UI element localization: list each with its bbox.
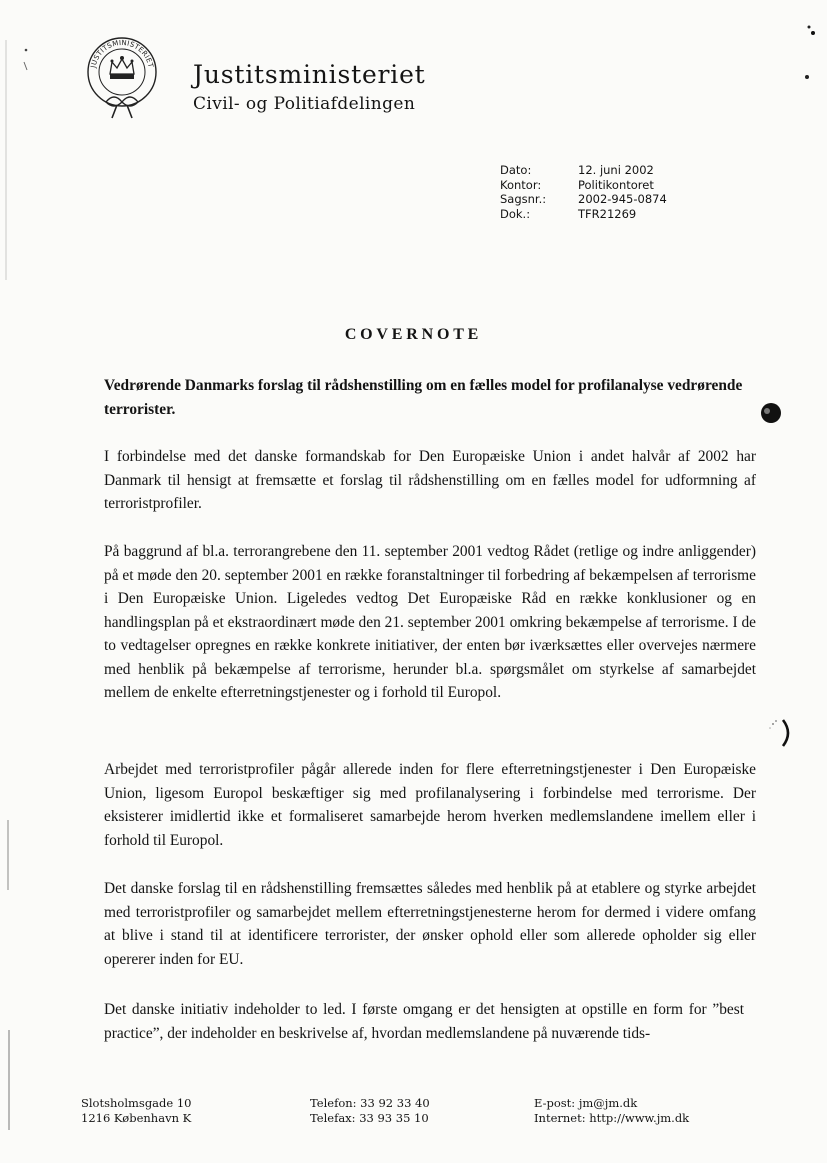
footer-email: E-post: jm@jm.dk (534, 1096, 638, 1110)
footer-phone-block (310, 1096, 430, 1126)
meta-label: Sagsnr.: (500, 192, 547, 206)
document-heading: COVERNOTE (344, 326, 483, 343)
footer-street: Slotsholmsgade 10 (81, 1096, 192, 1110)
footer-postal-city: 1216 København K (81, 1111, 192, 1125)
scan-speck-mark (804, 74, 810, 80)
department-name: Civil- og Politiafdelingen (193, 94, 416, 114)
footer-phone: Telefon: 33 92 33 40 (310, 1096, 430, 1110)
body-paragraph-1: I forbindelse med det danske formandskab for Den Europæiske Union i andet halvår af 2002 har Danmark til hensigt at fremsætte et forslag til rådshenstilling om en fælles model for udformning af terroristprofiler. (104, 448, 756, 512)
scan-artifact-mark (765, 716, 793, 750)
footer-address (81, 1096, 192, 1126)
ministry-seal-logo (84, 34, 160, 120)
meta-value: 12. juni 2002 (578, 163, 654, 177)
meta-label: Dok.: (500, 206, 531, 221)
body-paragraph-4: Det danske forslag til en rådshenstilling fremsættes således med henblik på at etablere og styrke arbejdet med terroristprofiler og samarbejdet mellem efterretningstjenesterne herom for dermed i videre omfang at blive i stand til at identificere terrorister, der ønsker ophold eller som allerede opholder sig eller opererer inden for EU. (104, 880, 756, 968)
footer-internet: Internet: http://www.jm.dk (534, 1111, 690, 1125)
meta-label: Kontor: (500, 177, 542, 192)
meta-value: 2002-945-0874 (578, 192, 667, 206)
svg-text:JUSTITSMINISTERIET: JUSTITSMINISTERIET (89, 38, 155, 69)
meta-row-date (500, 163, 720, 178)
meta-value: TFR21269 (578, 206, 637, 221)
organization-name: Justitsministeriet (193, 60, 426, 89)
meta-row-office (500, 178, 720, 193)
document-metadata (500, 163, 720, 221)
footer-fax: Telefax: 33 93 35 10 (310, 1111, 429, 1125)
body-paragraph-5: Det danske initiativ indeholder to led. I første omgang er det hensigten at opstille en form for ”best practice”, der indeholder en beskrivelse af, hvordan medlemslandene på nuværende tids- (104, 1001, 744, 1042)
meta-value: Politikontoret (578, 177, 654, 192)
punch-hole-mark (760, 402, 782, 424)
meta-row-case-number (500, 192, 720, 207)
body-paragraph-2: På baggrund af bl.a. terrorangrebene den 11. september 2001 vedtog Rådet (retlige og indre anliggender) på et møde den 20. september 2001 en række foranstaltninger til forbedring af bekæmpelsen af terrorisme i Den Europæiske Union. Ligeledes vedtog Det Europæiske Råd en række konklusioner og en handlingsplan på et ekstraordinært møde den 21. september 2001 omkring bekæmpelse af terrorisme. I de to vedtagelser opregnes en række konkrete initiativer, der enten bør iværksættes eller overvejes nærmere med henblik på bekæmpelse af terrorisme, herunder bl.a. spørgsmålet om styrkelse af samarbejdet mellem de enkelte efterretningstjenester og i forhold til Europol. (104, 543, 756, 701)
scan-speck-mark (806, 24, 816, 36)
binding-edge-marks (0, 40, 30, 1140)
body-paragraph-3: Arbejdet med terroristprofiler pågår allerede inden for flere efterretningstjenester i Den Europæiske Union, ligesom Europol beskæftiger sig med profilanalysering i forbindelse med terrorisme. Der eksisterer imidlertid ikke et formaliseret samarbejde herom hverken medlemslandene imellem eller i forhold til Europol. (104, 761, 756, 849)
document-subject: Vedrørende Danmarks forslag til rådshenstilling om en fælles model for profilanalyse vedrørende terrorister. (104, 377, 743, 418)
meta-label: Dato: (500, 163, 532, 177)
footer-online-block (534, 1096, 689, 1126)
meta-row-document-id (500, 207, 720, 222)
